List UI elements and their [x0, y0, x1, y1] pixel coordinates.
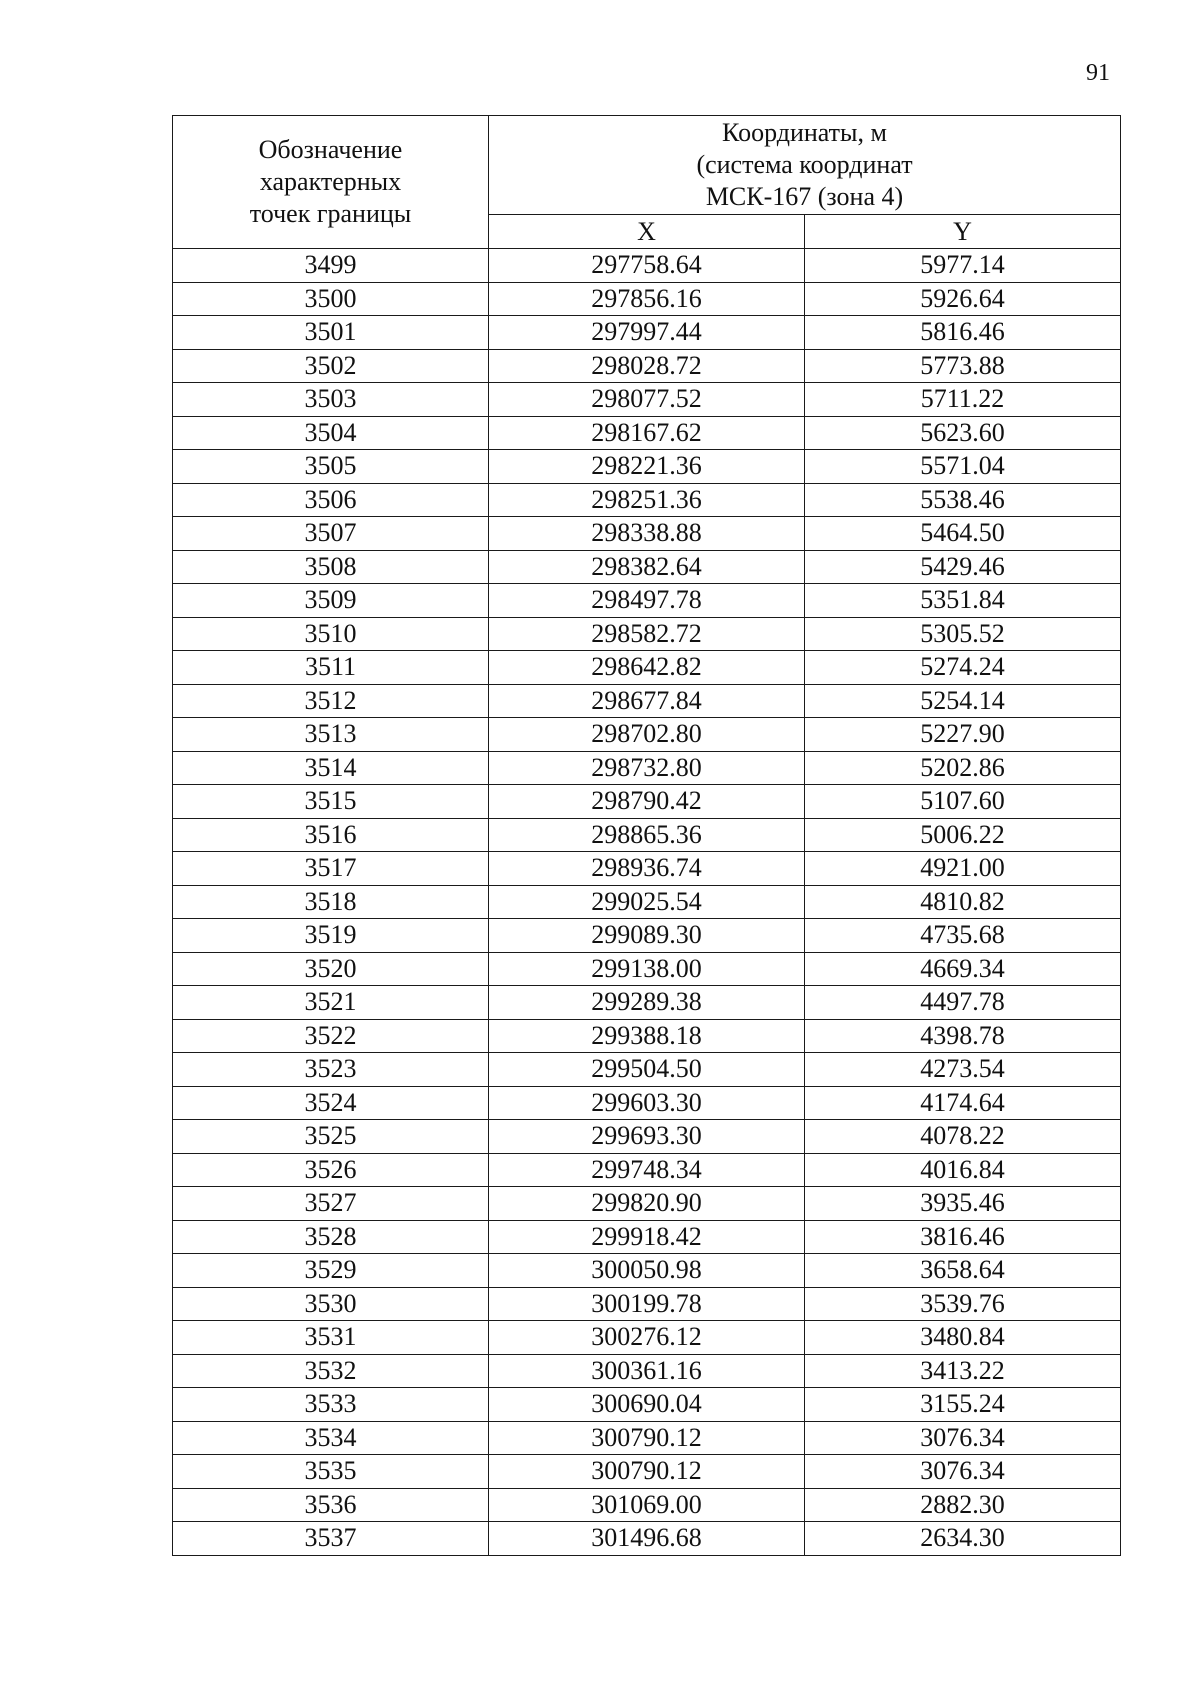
point-cell: 3508	[173, 550, 489, 584]
y-coordinate-cell: 3480.84	[805, 1321, 1121, 1355]
header-row-main	[173, 116, 1121, 215]
x-column-header: X	[489, 215, 805, 249]
y-coordinate-cell: 4735.68	[805, 919, 1121, 953]
y-coordinate-cell: 3076.34	[805, 1421, 1121, 1455]
page-number: 91	[1086, 60, 1110, 86]
x-coordinate-cell: 298732.80	[489, 751, 805, 785]
x-coordinate-cell: 298702.80	[489, 718, 805, 752]
y-coordinate-cell: 5254.14	[805, 684, 1121, 718]
coords-header-line-2: (система координат	[696, 150, 913, 179]
table-row	[173, 785, 1121, 819]
table-row	[173, 1321, 1121, 1355]
table-row	[173, 349, 1121, 383]
x-coordinate-cell: 299504.50	[489, 1053, 805, 1087]
table-row	[173, 1421, 1121, 1455]
x-coordinate-cell: 299289.38	[489, 986, 805, 1020]
point-cell: 3516	[173, 818, 489, 852]
point-cell: 3503	[173, 383, 489, 417]
table-row	[173, 1120, 1121, 1154]
table-row	[173, 383, 1121, 417]
table-row	[173, 885, 1121, 919]
x-coordinate-cell: 298221.36	[489, 450, 805, 484]
x-coordinate-cell: 299603.30	[489, 1086, 805, 1120]
x-coordinate-cell: 297758.64	[489, 249, 805, 283]
table-row	[173, 919, 1121, 953]
point-cell: 3528	[173, 1220, 489, 1254]
point-cell: 3532	[173, 1354, 489, 1388]
y-coordinate-cell: 5571.04	[805, 450, 1121, 484]
point-cell: 3523	[173, 1053, 489, 1087]
y-coordinate-cell: 4174.64	[805, 1086, 1121, 1120]
point-cell: 3526	[173, 1153, 489, 1187]
point-cell: 3531	[173, 1321, 489, 1355]
point-designation-header	[173, 116, 489, 249]
table-row	[173, 1287, 1121, 1321]
point-cell: 3517	[173, 852, 489, 886]
x-coordinate-cell: 301496.68	[489, 1522, 805, 1556]
x-coordinate-cell: 298677.84	[489, 684, 805, 718]
x-coordinate-cell: 298642.82	[489, 651, 805, 685]
x-coordinate-cell: 300790.12	[489, 1421, 805, 1455]
y-coordinate-cell: 3076.34	[805, 1455, 1121, 1489]
y-coordinate-cell: 3935.46	[805, 1187, 1121, 1221]
table-row	[173, 249, 1121, 283]
y-coordinate-cell: 4273.54	[805, 1053, 1121, 1087]
point-cell: 3534	[173, 1421, 489, 1455]
point-cell: 3501	[173, 316, 489, 350]
y-coordinate-cell: 5977.14	[805, 249, 1121, 283]
table-row	[173, 1488, 1121, 1522]
point-cell: 3502	[173, 349, 489, 383]
x-coordinate-cell: 301069.00	[489, 1488, 805, 1522]
point-cell: 3535	[173, 1455, 489, 1489]
x-coordinate-cell: 298382.64	[489, 550, 805, 584]
point-cell: 3506	[173, 483, 489, 517]
point-cell: 3530	[173, 1287, 489, 1321]
table-row	[173, 316, 1121, 350]
point-cell: 3512	[173, 684, 489, 718]
point-cell: 3537	[173, 1522, 489, 1556]
table-row	[173, 852, 1121, 886]
table-row	[173, 651, 1121, 685]
table-row	[173, 282, 1121, 316]
table-row	[173, 1187, 1121, 1221]
table-row	[173, 617, 1121, 651]
y-coordinate-cell: 3816.46	[805, 1220, 1121, 1254]
y-coordinate-cell: 5351.84	[805, 584, 1121, 618]
point-cell: 3521	[173, 986, 489, 1020]
y-column-header: Y	[805, 215, 1121, 249]
y-coordinate-cell: 4398.78	[805, 1019, 1121, 1053]
y-coordinate-cell: 5429.46	[805, 550, 1121, 584]
y-coordinate-cell: 2634.30	[805, 1522, 1121, 1556]
table-row	[173, 1354, 1121, 1388]
y-coordinate-cell: 3413.22	[805, 1354, 1121, 1388]
table-row	[173, 1053, 1121, 1087]
table-row	[173, 483, 1121, 517]
point-cell: 3504	[173, 416, 489, 450]
point-cell: 3527	[173, 1187, 489, 1221]
y-coordinate-cell: 4078.22	[805, 1120, 1121, 1154]
point-cell: 3515	[173, 785, 489, 819]
x-coordinate-cell: 299089.30	[489, 919, 805, 953]
x-coordinate-cell: 300790.12	[489, 1455, 805, 1489]
point-cell: 3525	[173, 1120, 489, 1154]
y-coordinate-cell: 5202.86	[805, 751, 1121, 785]
table-row	[173, 1153, 1121, 1187]
point-cell: 3536	[173, 1488, 489, 1522]
x-coordinate-cell: 300276.12	[489, 1321, 805, 1355]
x-coordinate-cell: 298338.88	[489, 517, 805, 551]
x-coordinate-cell: 298865.36	[489, 818, 805, 852]
y-coordinate-cell: 5538.46	[805, 483, 1121, 517]
table-row	[173, 517, 1121, 551]
point-cell: 3519	[173, 919, 489, 953]
x-coordinate-cell: 299025.54	[489, 885, 805, 919]
point-cell: 3524	[173, 1086, 489, 1120]
x-coordinate-cell: 297997.44	[489, 316, 805, 350]
x-coordinate-cell: 298077.52	[489, 383, 805, 417]
x-coordinate-cell: 300199.78	[489, 1287, 805, 1321]
y-coordinate-cell: 4669.34	[805, 952, 1121, 986]
table-header	[173, 116, 1121, 249]
y-coordinate-cell: 5816.46	[805, 316, 1121, 350]
table-row	[173, 1254, 1121, 1288]
table-row	[173, 1220, 1121, 1254]
table-row	[173, 550, 1121, 584]
x-coordinate-cell: 297856.16	[489, 282, 805, 316]
x-coordinate-cell: 298028.72	[489, 349, 805, 383]
coordinates-table	[172, 115, 1121, 1556]
point-header-line-2: характерных	[259, 167, 402, 196]
y-coordinate-cell: 4810.82	[805, 885, 1121, 919]
x-coordinate-cell: 298582.72	[489, 617, 805, 651]
y-coordinate-cell: 4921.00	[805, 852, 1121, 886]
x-coordinate-cell: 299693.30	[489, 1120, 805, 1154]
x-coordinate-cell: 299138.00	[489, 952, 805, 986]
table-row	[173, 1019, 1121, 1053]
y-coordinate-cell: 5623.60	[805, 416, 1121, 450]
y-coordinate-cell: 5107.60	[805, 785, 1121, 819]
coords-header-line-1: Координаты, м	[722, 118, 887, 147]
x-coordinate-cell: 299820.90	[489, 1187, 805, 1221]
x-coordinate-cell: 298790.42	[489, 785, 805, 819]
point-cell: 3514	[173, 751, 489, 785]
point-cell: 3520	[173, 952, 489, 986]
x-coordinate-cell: 298167.62	[489, 416, 805, 450]
coords-header-line-3: МСК-167 (зона 4)	[705, 182, 904, 211]
point-cell: 3510	[173, 617, 489, 651]
x-coordinate-cell: 299748.34	[489, 1153, 805, 1187]
table-row	[173, 986, 1121, 1020]
point-cell: 3507	[173, 517, 489, 551]
table-row	[173, 718, 1121, 752]
y-coordinate-cell: 3658.64	[805, 1254, 1121, 1288]
table-row	[173, 450, 1121, 484]
table-row	[173, 751, 1121, 785]
y-coordinate-cell: 5227.90	[805, 718, 1121, 752]
coordinates-header	[489, 116, 1121, 215]
y-coordinate-cell: 4016.84	[805, 1153, 1121, 1187]
y-coordinate-cell: 3539.76	[805, 1287, 1121, 1321]
point-cell: 3533	[173, 1388, 489, 1422]
point-cell: 3522	[173, 1019, 489, 1053]
y-coordinate-cell: 5711.22	[805, 383, 1121, 417]
x-coordinate-cell: 298497.78	[489, 584, 805, 618]
point-header-line-1: Обозначение	[258, 135, 403, 164]
x-coordinate-cell: 299388.18	[489, 1019, 805, 1053]
point-cell: 3499	[173, 249, 489, 283]
point-cell: 3518	[173, 885, 489, 919]
x-coordinate-cell: 299918.42	[489, 1220, 805, 1254]
x-coordinate-cell: 300050.98	[489, 1254, 805, 1288]
y-coordinate-cell: 2882.30	[805, 1488, 1121, 1522]
point-cell: 3511	[173, 651, 489, 685]
point-cell: 3513	[173, 718, 489, 752]
table-row	[173, 1455, 1121, 1489]
point-cell: 3509	[173, 584, 489, 618]
table-body	[173, 249, 1121, 1556]
table-row	[173, 952, 1121, 986]
point-cell: 3529	[173, 1254, 489, 1288]
table-row	[173, 416, 1121, 450]
table-row	[173, 818, 1121, 852]
y-coordinate-cell: 5274.24	[805, 651, 1121, 685]
y-coordinate-cell: 3155.24	[805, 1388, 1121, 1422]
point-header-line-3: точек границы	[249, 199, 412, 228]
point-cell: 3500	[173, 282, 489, 316]
y-coordinate-cell: 5926.64	[805, 282, 1121, 316]
point-cell: 3505	[173, 450, 489, 484]
y-coordinate-cell: 5464.50	[805, 517, 1121, 551]
table-row	[173, 1086, 1121, 1120]
y-coordinate-cell: 5305.52	[805, 617, 1121, 651]
y-coordinate-cell: 5773.88	[805, 349, 1121, 383]
x-coordinate-cell: 300690.04	[489, 1388, 805, 1422]
table-row	[173, 684, 1121, 718]
y-coordinate-cell: 5006.22	[805, 818, 1121, 852]
x-coordinate-cell: 300361.16	[489, 1354, 805, 1388]
y-coordinate-cell: 4497.78	[805, 986, 1121, 1020]
table-row	[173, 1388, 1121, 1422]
table-row	[173, 1522, 1121, 1556]
x-coordinate-cell: 298251.36	[489, 483, 805, 517]
x-coordinate-cell: 298936.74	[489, 852, 805, 886]
table-row	[173, 584, 1121, 618]
